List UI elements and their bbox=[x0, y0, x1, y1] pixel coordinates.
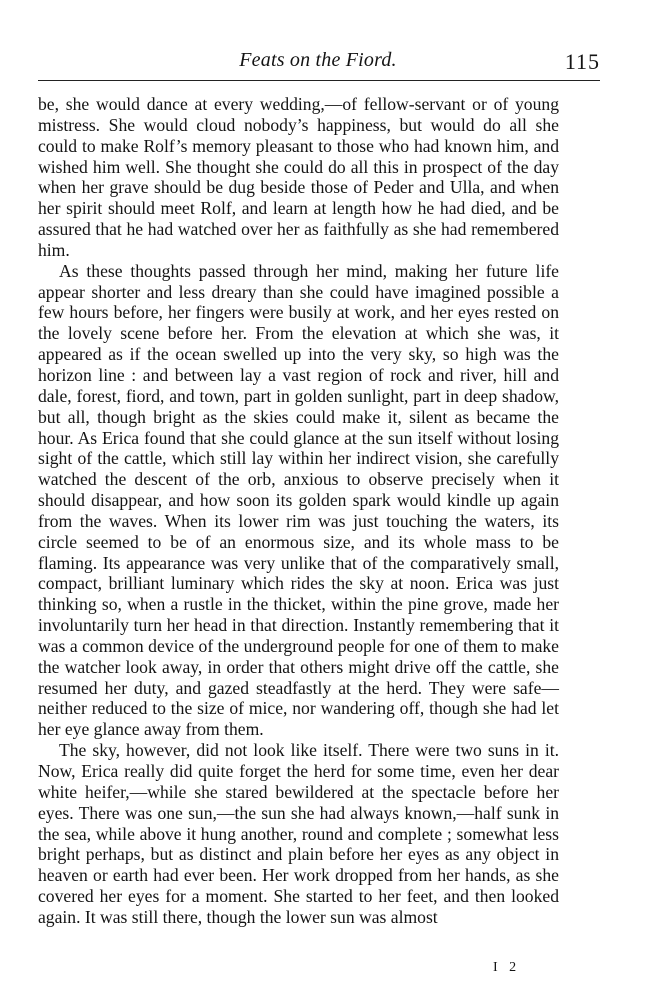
body-text bbox=[38, 94, 559, 928]
paragraph-continuation: be, she would dance at every wedding,—of fellow-servant or of young mistress. She would cloud nobody’s happiness, but would do all she could to make Rolf’s memory pleasant to those who had known him, and wished him well. She thought she could do all this in prospect of the day when her grave should be dug beside those of Peder and Ulla, and when her spirit should meet Rolf, and learn at length how he had died, and be assured that he had watched over her as faithfully as she had remembered him. bbox=[38, 94, 559, 260]
running-title: Feats on the Fiord. bbox=[239, 49, 397, 71]
signature-mark: I 2 bbox=[493, 960, 521, 975]
page-number: 115 bbox=[564, 49, 600, 74]
header-rule bbox=[38, 80, 600, 81]
running-head bbox=[38, 48, 598, 76]
paragraph: The sky, however, did not look like itself. There were two suns in it. Now, Erica really did quite forget the herd for some time, even her dear white heifer,—while she stared bewildered at the spectacle before her eyes. There was one sun,—the sun she had always known,—half sunk in the sea, while above it hung another, round and complete ; somewhat less bright perhaps, but as distinct and plain before her eyes as any object in heaven or earth had ever been. Her work dropped from her hands, as she covered her eyes for a moment. She started to her feet, and then looked again. It was still there, though the lower sun was almost bbox=[38, 740, 559, 927]
paragraph: As these thoughts passed through her mind, making her future life appear shorter and less dreary than she could have imagined possible a few hours before, her fingers were busily at work, and her eyes rested on the lovely scene before her. From the elevation at which she was, it appeared as if the ocean swelled up into the very sky, so high was the horizon line : and between lay a vast region of rock and river, hill and dale, forest, fiord, and town, part in golden sunlight, part in deep shadow, but all, though bright as the skies could make it, silent as became the hour. As Erica found that she could glance at the sun itself without losing sight of the cattle, which still lay within her indirect vision, she carefully watched the descent of the orb, anxious to observe precisely when it should disappear, and how soon its golden spark would kindle up again from the waves. When its lower rim was just touching the waters, its circle seemed to be of an enormous size, and its whole mass to be flaming. Its appearance was very unlike that of the comparatively small, compact, brilliant luminary which rides the sky at noon. Erica was just thinking so, when a rustle in the thicket, within the pine grove, made her involuntarily turn her head in that direction. Instantly remembering that it was a common device of the underground people for one of them to make the watcher look away, in order that others might drive off the cattle, she resumed her duty, and gazed steadfastly at the herd. They were safe—neither reduced to the size of mice, nor wandering off, though she had let her eye glance away from them. bbox=[38, 260, 559, 740]
